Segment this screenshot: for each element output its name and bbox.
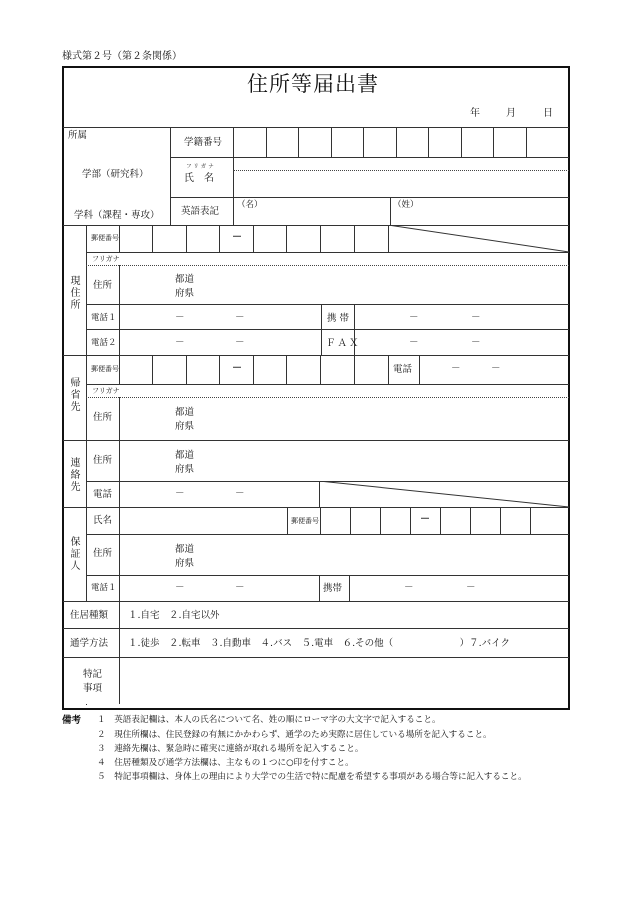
residence-options: １.自宅 ２.自宅以外 xyxy=(128,610,220,621)
contact-prefecture-label: 都道 府県 xyxy=(175,450,195,475)
faculty-label: 学部（研究科） xyxy=(82,169,149,180)
department-label: 学科（課程・専攻） xyxy=(74,210,160,221)
current-postal-label: 郵便番号 xyxy=(91,234,119,242)
current-phone2-label: 電話２ xyxy=(91,338,117,348)
home-section-label: 帰省先 xyxy=(68,377,79,413)
form-number: 様式第２号（第２条関係） xyxy=(62,51,182,62)
current-phone1-dash2: － xyxy=(235,312,245,323)
note-item: ４ 住居種類及び通学方法欄は、主なもの１つに○印を付すこと。 xyxy=(97,758,354,768)
english-name-label: 英語表記 xyxy=(181,206,220,217)
home-phone-dash2: － xyxy=(491,363,501,374)
home-address-label: 住所 xyxy=(93,412,113,423)
notes-heading: 備考 xyxy=(62,715,82,726)
current-phone2-dash2: － xyxy=(235,337,245,348)
contact-slash xyxy=(319,481,569,507)
special-notes-label: 特記 事項 xyxy=(83,669,103,694)
guarantor-mobile-dash1: － xyxy=(404,582,414,593)
page-title: 住所等届出書 xyxy=(247,72,379,96)
note-item: ５ 特記事項欄は、身体上の理由により大学での生活で特に配慮を希望する事項がある場合等に記入すること。 xyxy=(97,772,527,782)
current-fax-dash1: － xyxy=(409,337,419,348)
contact-phone-dash1: － xyxy=(175,488,185,499)
guarantor-phone1-label: 電話１ xyxy=(91,583,117,593)
guarantor-phone1-dash1: － xyxy=(175,582,185,593)
guarantor-prefecture-label: 都道 府県 xyxy=(175,544,195,569)
affiliation-label: 所属 xyxy=(68,130,88,141)
commute-options: １.徒歩 ２.転車 ３.自動車 ４.バス ５.電車 ６.その他（ ）７.バイク xyxy=(128,638,510,649)
current-furigana-label: フリガナ xyxy=(92,255,120,263)
date-year-label: 年 xyxy=(470,108,480,119)
home-phone-dash1: － xyxy=(451,363,461,374)
date-day-label: 日 xyxy=(543,108,553,119)
guarantor-address-label: 住所 xyxy=(93,548,113,559)
current-prefecture-label: 都道 府県 xyxy=(175,274,195,299)
contact-address-label: 住所 xyxy=(93,455,113,466)
contact-section-label: 連絡先 xyxy=(68,457,79,493)
given-name-label: （名） xyxy=(237,200,263,210)
current-address-label: 住所 xyxy=(93,280,113,291)
note-item: １ 英語表記欄は、本人の氏名について名、姓の順にローマ字の大文字で記入すること。 xyxy=(97,715,441,725)
contact-phone-label: 電話 xyxy=(93,489,113,500)
current-postal-slash xyxy=(388,225,569,252)
home-furigana-label: フリガナ xyxy=(92,387,120,395)
current-phone1-dash1: － xyxy=(175,312,185,323)
guarantor-postal-dash: － xyxy=(420,514,430,525)
contact-phone-dash2: － xyxy=(235,488,245,499)
home-postal-dash: － xyxy=(232,363,242,374)
furigana-small-label: フリガナ xyxy=(186,164,216,170)
name-label: 氏 名 xyxy=(184,173,214,184)
current-phone2-dash1: － xyxy=(175,337,185,348)
current-postal-dash: － xyxy=(232,232,242,243)
guarantor-section-label: 保証人 xyxy=(68,536,79,572)
current-fax-label: ＦＡＸ xyxy=(326,338,361,349)
current-phone1-label: 電話１ xyxy=(91,313,117,323)
guarantor-mobile-dash2: － xyxy=(466,582,476,593)
guarantor-mobile-label: 携帯 xyxy=(323,583,343,594)
date-month-label: 月 xyxy=(506,108,516,119)
current-mobile-label: 携 帯 xyxy=(327,313,350,324)
home-postal-label: 郵便番号 xyxy=(91,365,119,373)
guarantor-postal-label: 郵便番号 xyxy=(291,517,319,525)
note-item: ２ 現住所欄は、住民登録の有無にかかわらず、通学のため実際に居住している場所を記入すること。 xyxy=(97,730,492,740)
family-name-label: （姓） xyxy=(393,200,419,210)
commute-label: 通学方法 xyxy=(70,638,109,649)
current-address-section-label: 現住所 xyxy=(68,275,79,311)
home-prefecture-label: 都道 府県 xyxy=(175,407,195,432)
student-id-label: 学籍番号 xyxy=(184,137,223,148)
residence-label: 住居種類 xyxy=(70,610,109,621)
guarantor-name-label: 氏名 xyxy=(93,515,113,526)
note-item: ３ 連絡先欄は、緊急時に確実に連絡が取れる場所を記入すること。 xyxy=(97,744,364,754)
current-mobile-dash2: － xyxy=(471,312,481,323)
guarantor-phone1-dash2: － xyxy=(235,582,245,593)
current-fax-dash2: － xyxy=(471,337,481,348)
home-phone-label: 電話 xyxy=(393,364,413,375)
current-mobile-dash1: － xyxy=(409,312,419,323)
